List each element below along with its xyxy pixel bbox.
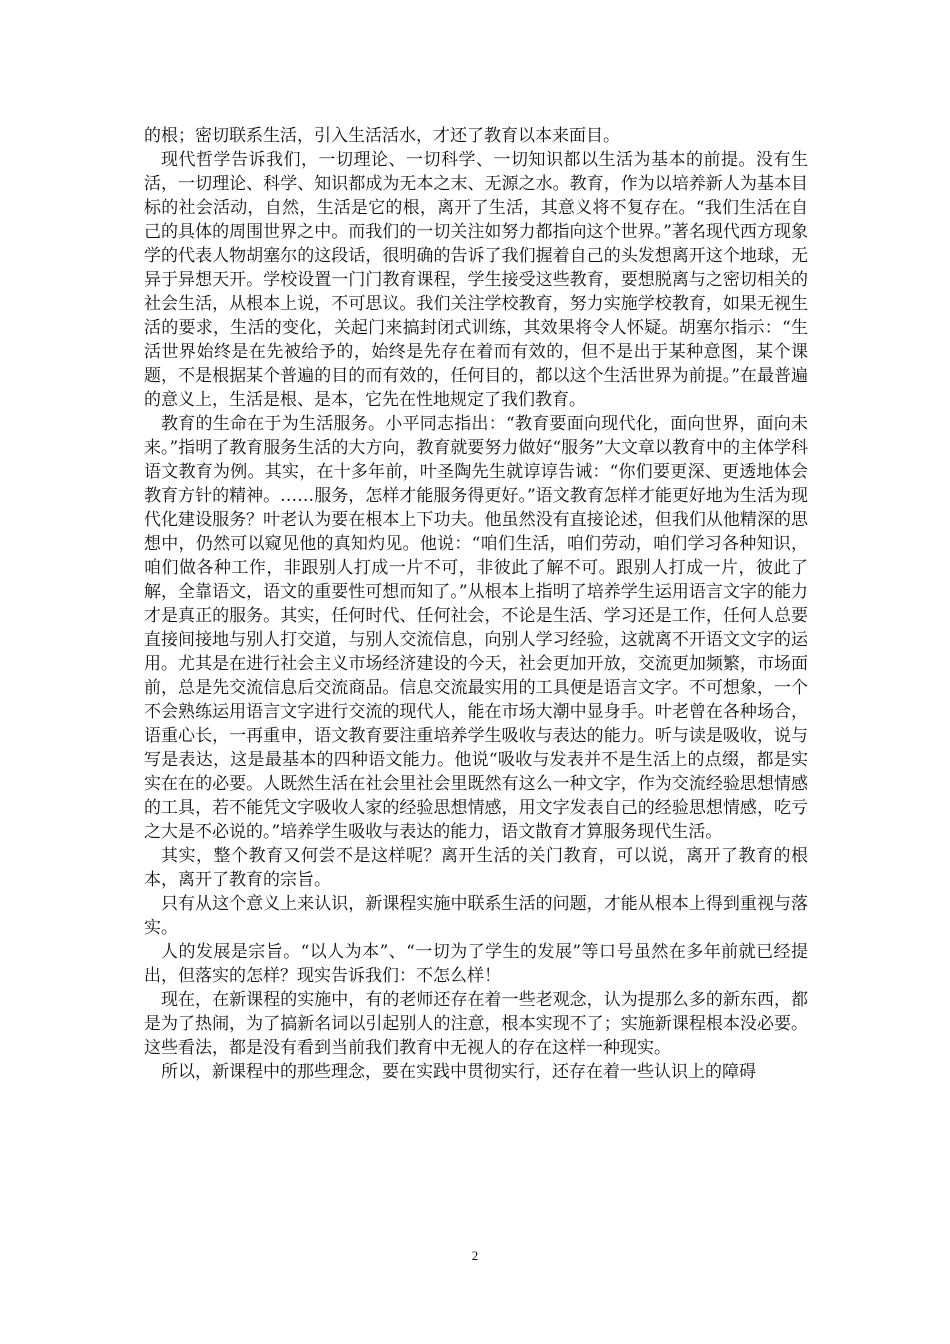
paragraph: 只有从这个意义上来认识，新课程实施中联系生活的问题，才能从根本上得到重视与落实。	[144, 894, 808, 938]
body-text	[144, 124, 808, 1084]
paragraph: 其实，整个教育又何尝不是这样呢？离开生活的关门教育，可以说，离开了教育的根本，离开了教育的宗旨。	[144, 846, 808, 890]
paragraph: 教育的生命在于为生活服务。小平同志指出：“教育要面向现代化，面向世界，面向未来。”指明了教育服务生活的大方向，教育就要努力做好“服务”大文章以教育中的主体学科语文教育为例。其实，在十多年前，叶圣陶先生就谆谆告诫：“你们要更深、更透地体会教育方针的精神。……服务，怎样才能服务得更好。”语文教育怎样才能更好地为生活为现代化建设服务？叶老认为要在根本上下功夫。他虽然没有直接论述，但我们从他精深的思想中，仍然可以窥见他的真知灼见。他说：“咱们生活，咱们劳动，咱们学习各种知识，咱们做各种工作，非跟别人打成一片不可，非彼此了解不可。跟别人打成一片，彼此了解，全靠语文，语文的重要性可想而知了。”从根本上指明了培养学生运用语言文字的能力才是真正的服务。其实，任何时代、任何社会，不论是生活、学习还是工作，任何人总要直接间接地与别人打交道，与别人交流信息，向别人学习经验，这就离不开语文文字的运用。尤其是在进行社会主义市场经济建设的今天，社会更加开放，交流更加频繁，市场面前，总是先交流信息后交流商品。信息交流最实用的工具便是语言文字。不可想象，一个不会熟练运用语言文字进行交流的现代人，能在市场大潮中显身手。叶老曾在各种场合，语重心长，一再重申，语文教育要注重培养学生吸收与表达的能力。听与读是吸收，说与写是表达，这是最基本的四种语文能力。他说“吸收与发表并不是生活上的点缀，都是实实在在的必要。人既然生活在社会里社会里既然有这么一种文字，作为交流经验思想情感的工具，若不能凭文字吸收人家的经验思想情感，用文字发表自己的经验思想情感，吃亏之大是不必说的。”培养学生吸收与表达的能力，语文散育才算服务现代生活。	[144, 414, 808, 842]
paragraph-continuation: 的根；密切联系生活，引入生活活水，才还了教育以本来面目。	[144, 126, 620, 146]
paragraph: 现代哲学告诉我们，一切理论、一切科学、一切知识都以生活为基本的前提。没有生活，一切理论、科学、知识都成为无本之末、无源之水。教育，作为以培养新人为基本目标的社会活动，自然，生活是它的根，离开了生活，其意义将不复存在。“我们生活在自己的具体的周围世界之中。而我们的一切关注如努力都指向这个世界。”著名现代西方现象学的代表人物胡塞尔的这段话，很明确的告诉了我们握着自己的头发想离开这个地球，无异于异想天开。学校设置一门门教育课程，学生接受这些教育，要想脱离与之密切相关的社会生活，从根本上说，不可思议。我们关注学校教育，努力实施学校教育，如果无视生活的要求，生活的变化，关起门来搞封闭式训练，其效果将令人怀疑。胡塞尔指示：“生活世界始终是在先被给予的，始终是先存在着而有效的，但不是出于某种意图，某个课题，不是根据某个普遍的目的而有效的，任何目的，都以这个生活世界为前提。”在最普遍的意义上，生活是根、是本，它先在性地规定了我们教育。	[144, 150, 808, 410]
paragraph: 现在，在新课程的实施中，有的老师还存在着一些老观念，认为提那么多的新东西，都是为了热闹，为了搞新名词以引起别人的注意，根本实现不了；实施新课程根本没必要。这些看法，都是没有看到当前我们教育中无视人的存在这样一种现实。	[144, 990, 808, 1058]
paragraph: 所以，新课程中的那些理念，要在实践中贯彻实行，还存在着一些认识上的障碍	[161, 1062, 756, 1082]
page-number: 2	[471, 1248, 479, 1263]
paragraph: 人的发展是宗旨。“以人为本”、“一切为了学生的发展”等口号虽然在多年前就已经提出，但落实的怎样？现实告诉我们：不怎么样！	[144, 942, 808, 986]
